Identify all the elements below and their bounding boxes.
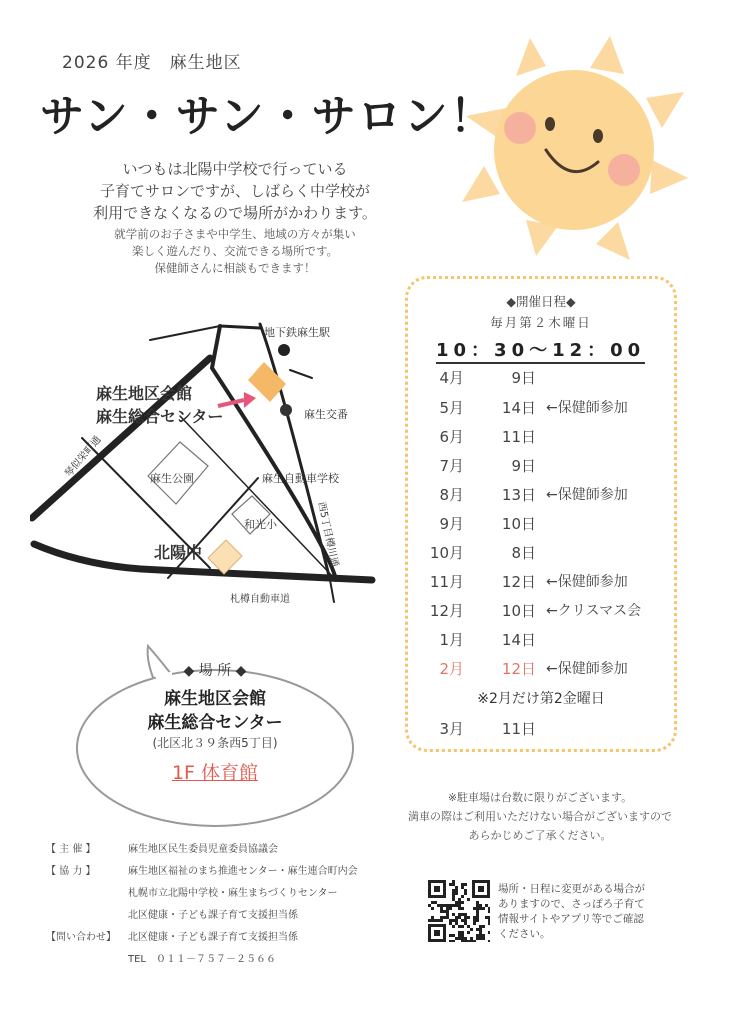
cooperation-text: 麻生地区福祉のまち推進センター・麻生連合町内会 bbox=[128, 866, 358, 877]
intro-line: いつもは北陽中学校で行っている bbox=[122, 160, 348, 178]
schedule-month: 12月 bbox=[429, 602, 464, 620]
schedule-frequency: 毎月第２木曜日 bbox=[490, 315, 592, 330]
contact-text: 北区健康・子ども課子育て支援担当係 bbox=[128, 932, 298, 943]
intro-subtext bbox=[40, 226, 430, 277]
venue-room-text: 1F 体育館 bbox=[171, 762, 259, 784]
schedule-row bbox=[418, 455, 674, 481]
schedule-row bbox=[418, 367, 674, 393]
intro-line: 子育てサロンですが、しばらく中学校が bbox=[99, 182, 370, 200]
sun-illustration bbox=[440, 26, 700, 276]
parking-line: ※駐車場は台数に限りがございます。 bbox=[447, 791, 633, 804]
schedule-note: ←保健師参加 bbox=[546, 661, 628, 677]
cooperation-label: 【 協 力 】 bbox=[46, 866, 96, 877]
map-label-center: 麻生総合センター bbox=[96, 407, 224, 426]
schedule-day: 14日 bbox=[501, 631, 536, 649]
map-label-hokuyo: 北陽中 bbox=[154, 543, 203, 562]
map-label-wako: 和光小 bbox=[244, 518, 277, 531]
schedule-row bbox=[418, 629, 674, 655]
schedule-day: 10日 bbox=[501, 515, 536, 533]
map-label-driving-school: 麻生自動車学校 bbox=[262, 472, 339, 485]
map-label-sapporo-road: 札樽自動車道 bbox=[230, 594, 290, 605]
schedule-day: 12日 bbox=[501, 660, 536, 678]
intro-line: 利用できなくなるので場所がかわります。 bbox=[93, 204, 377, 222]
schedule-month: 4月 bbox=[439, 369, 464, 387]
map-label-koban: 麻生交番 bbox=[304, 408, 348, 421]
schedule-month: 2月 bbox=[439, 660, 464, 678]
schedule-month: 11月 bbox=[429, 573, 464, 591]
map-label-nishi5: 西5丁目樽川通 bbox=[315, 500, 340, 569]
schedule-row bbox=[418, 658, 674, 684]
map-label-kotoni-road: 琴似栄町通 bbox=[63, 434, 104, 480]
venue-name-sub: 麻生総合センター bbox=[147, 713, 283, 733]
schedule-day: 8日 bbox=[511, 544, 536, 562]
schedule-month: 8月 bbox=[439, 486, 464, 504]
qr-note bbox=[498, 882, 698, 942]
tel-text: TEL ０１１－７５７－２５６６ bbox=[128, 954, 276, 965]
schedule-row bbox=[418, 718, 674, 744]
schedule-row bbox=[418, 542, 674, 568]
schedule-day: 9日 bbox=[511, 369, 536, 387]
schedule-heading: ◆開催日程◆ bbox=[506, 294, 576, 309]
schedule-time: 10：30～12：00 bbox=[436, 336, 645, 364]
schedule-day: 9日 bbox=[511, 457, 536, 475]
contact-label: 【問い合わせ】 bbox=[46, 932, 116, 943]
intro-sub-line: 保健師さんに相談もできます！ bbox=[154, 261, 316, 275]
schedule-row bbox=[418, 426, 674, 452]
schedule-month: 5月 bbox=[439, 399, 464, 417]
parking-line: あらかじめご了承ください。 bbox=[468, 829, 612, 842]
schedule-day: 11日 bbox=[501, 428, 536, 446]
schedule-month: 7月 bbox=[439, 457, 464, 475]
year-area-label: 2026 年度 麻生地区 bbox=[62, 53, 242, 73]
schedule-day: 13日 bbox=[501, 486, 536, 504]
qr-note-line: 情報サイトやアプリ等でご確認 bbox=[498, 913, 644, 925]
organizer-label: 【 主 催 】 bbox=[46, 844, 96, 855]
february-note: ※2月だけ第2金曜日 bbox=[477, 691, 605, 707]
schedule-row bbox=[418, 484, 674, 510]
intro-sub-line: 楽しく遊んだり、交流できる場所です。 bbox=[131, 244, 339, 258]
qr-note-line: ありますので、さっぽろ子育て bbox=[498, 898, 645, 910]
schedule-month: 1月 bbox=[439, 631, 464, 649]
schedule-month: 6月 bbox=[439, 428, 464, 446]
venue-heading: ◆ 場 所 ◆ bbox=[183, 663, 247, 679]
parking-line: 満車の際はご利用いただけない場合がございますので bbox=[408, 810, 672, 823]
schedule-row bbox=[418, 571, 674, 597]
map-label-hall: 麻生地区会館 bbox=[96, 384, 193, 403]
intro-text bbox=[40, 158, 430, 224]
schedule-month: 10月 bbox=[429, 544, 464, 562]
venue-room bbox=[100, 758, 330, 785]
intro-sub-line: 就学前のお子さまや中学生、地域の方々が集い bbox=[114, 227, 356, 241]
schedule-row bbox=[418, 397, 674, 423]
schedule-month: 9月 bbox=[439, 515, 464, 533]
parking-note bbox=[380, 788, 700, 845]
schedule-note: ←保健師参加 bbox=[546, 487, 628, 503]
qr-note-line: ください。 bbox=[498, 928, 551, 940]
qr-code[interactable] bbox=[428, 880, 490, 942]
cooperation-text: 札幌市立北陽中学校・麻生まちづくりセンター bbox=[128, 888, 338, 899]
schedule-note: ←保健師参加 bbox=[546, 574, 628, 590]
schedule-day: 11日 bbox=[501, 720, 536, 738]
map-label-station: 地下鉄麻生駅 bbox=[264, 326, 330, 339]
venue-name: 麻生地区会館 bbox=[164, 689, 266, 709]
schedule-day: 12日 bbox=[501, 573, 536, 591]
qr-note-line: 場所・日程に変更がある場合が bbox=[498, 883, 645, 895]
schedule-day: 10日 bbox=[501, 602, 536, 620]
cooperation-text: 北区健康・子ども課子育て支援担当係 bbox=[128, 910, 298, 921]
venue-address: (北区北３９条西5丁目) bbox=[152, 736, 278, 750]
organizer-text: 麻生地区民生委員児童委員協議会 bbox=[128, 844, 278, 855]
schedule-row bbox=[418, 600, 674, 626]
page-title: サン・サン・サロン！ bbox=[40, 91, 496, 142]
schedule-day: 14日 bbox=[501, 399, 536, 417]
schedule-month: 3月 bbox=[439, 720, 464, 738]
schedule-note: ←保健師参加 bbox=[546, 400, 628, 416]
map-label-park: 麻生公園 bbox=[150, 472, 194, 485]
schedule-row bbox=[418, 513, 674, 539]
schedule-note: ←クリスマス会 bbox=[546, 603, 642, 619]
